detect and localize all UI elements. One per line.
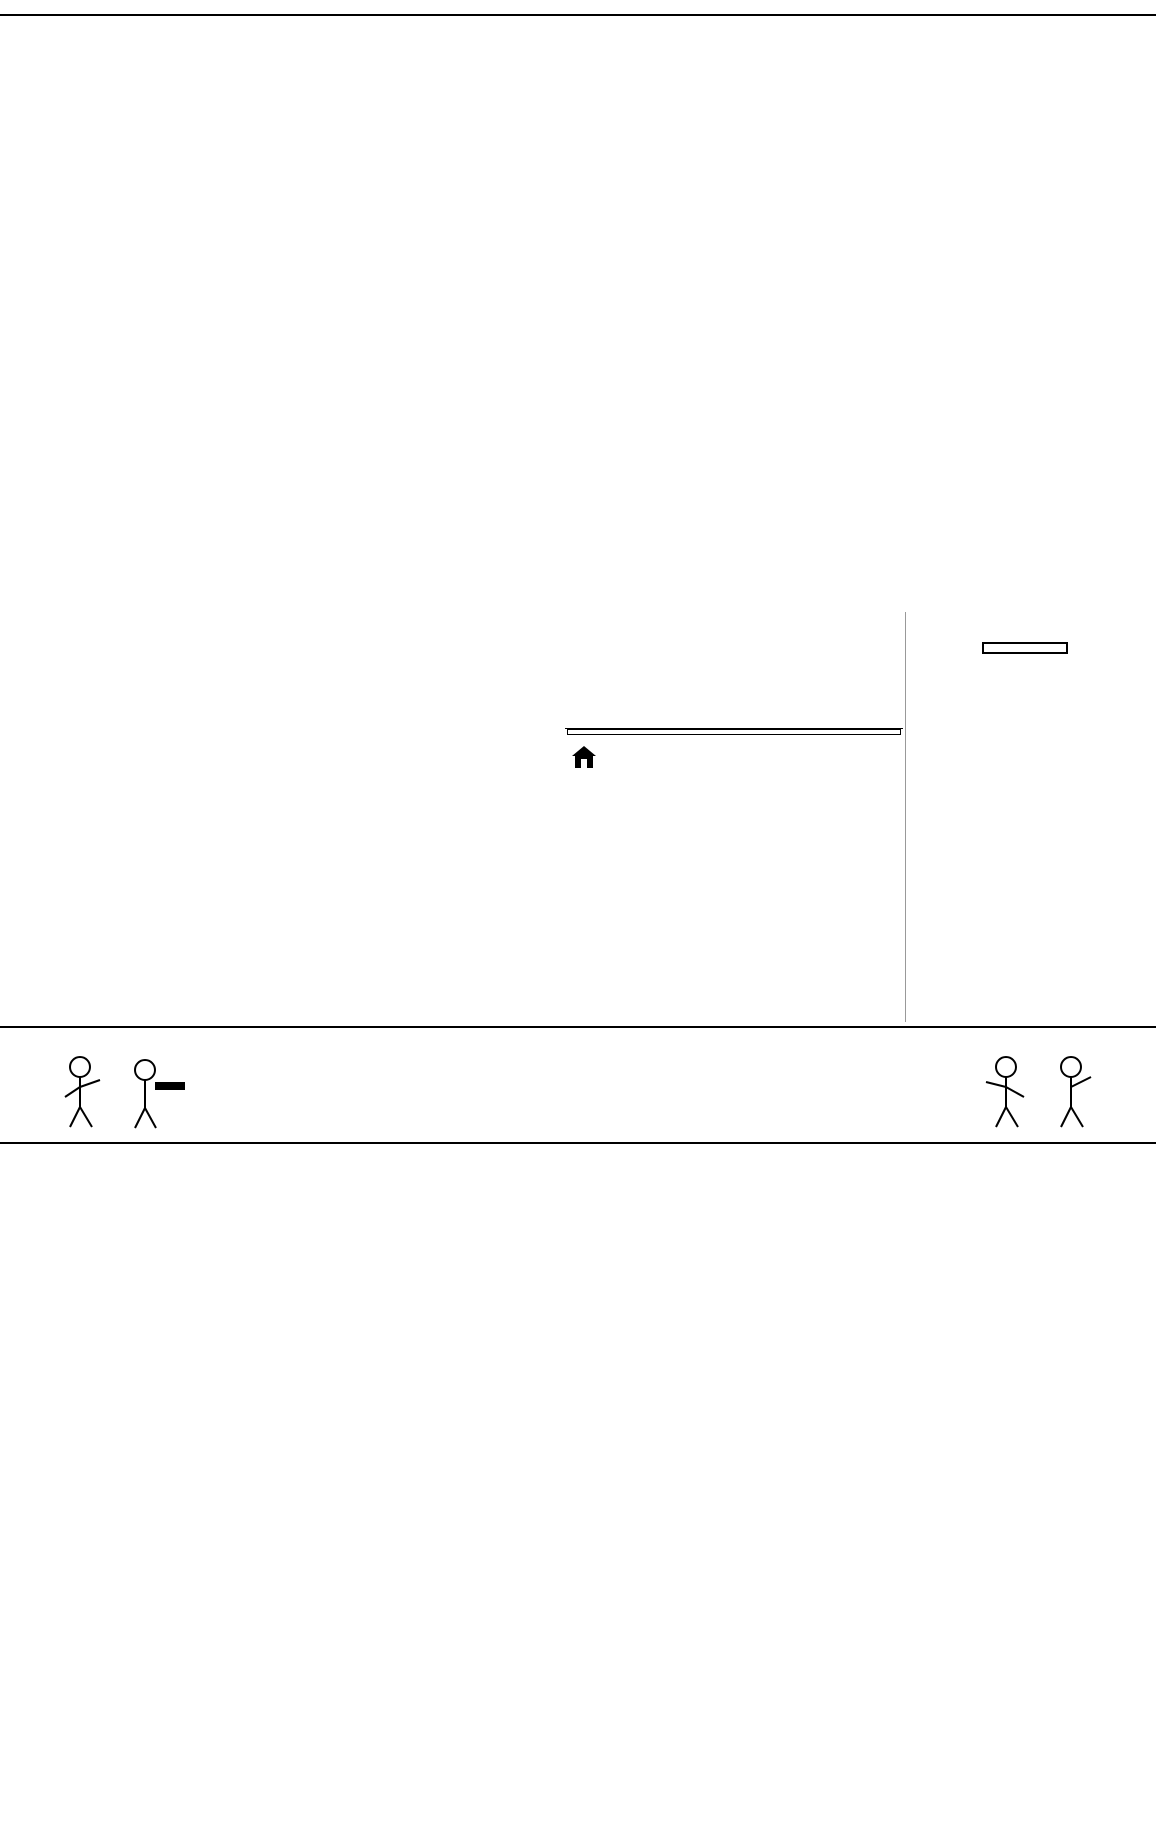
workers-cartoon-icon bbox=[40, 1042, 200, 1132]
painters-cartoon-icon bbox=[956, 1042, 1116, 1132]
directory-columns bbox=[4, 1148, 1152, 1832]
house-logo-icon bbox=[571, 745, 597, 773]
seminar-section-header bbox=[567, 729, 901, 735]
real-estate-sales-ad bbox=[905, 612, 1153, 1022]
sales-ad-firm-logo bbox=[982, 642, 1068, 654]
real-estate-one-seminar-ad bbox=[565, 728, 903, 1023]
masthead bbox=[0, 0, 1156, 16]
household-directory-banner bbox=[0, 1026, 1156, 1144]
